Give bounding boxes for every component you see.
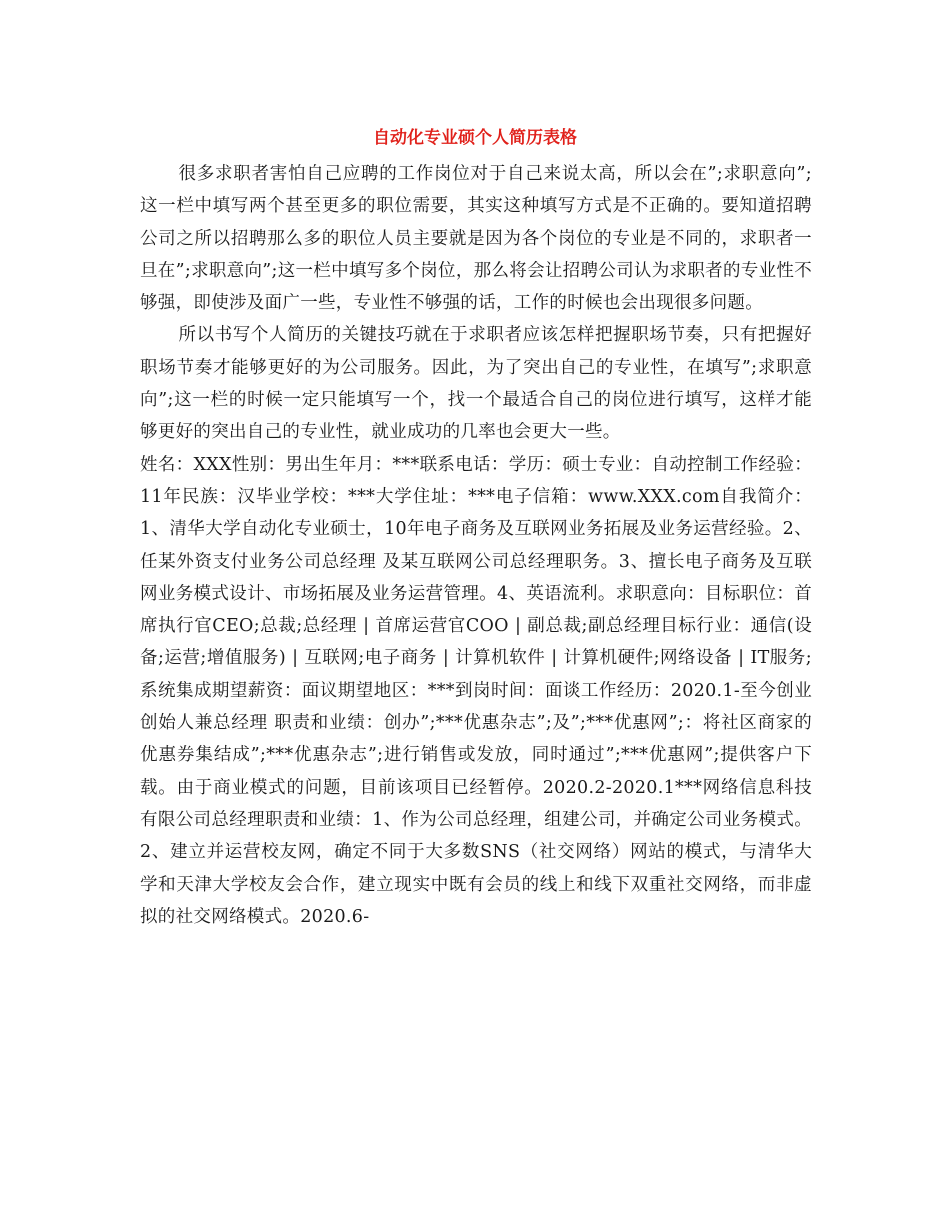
document-title: 自动化专业硕个人简历表格 [373, 128, 577, 148]
document-body [140, 158, 812, 933]
paragraph-intro: 很多求职者害怕自己应聘的工作岗位对于自己来说太高，所以会在”;求职意向”;这一栏中填写两个甚至更多的职位需要，其实这种填写方式是不正确的。要知道招聘公司之所以招聘那么多的职位人员主要就是因为各个岗位的专业是不同的，求职者一旦在”;求职意向”;这一栏中填写多个岗位，那么将会让招聘公司认为求职者的专业性不够强，即使涉及面广一些，专业性不够强的话，工作的时候也会出现很多问题。 [140, 164, 812, 314]
paragraph-tips: 所以书写个人简历的关键技巧就在于求职者应该怎样把握职场节奏，只有把握好职场节奏才能够更好的为公司服务。因此，为了突出自己的专业性，在填写”;求职意向”;这一栏的时候一定只能填写一个，找一个最适合自己的岗位进行填写，这样才能够更好的突出自己的专业性，就业成功的几率也会更大一些。 [140, 325, 812, 443]
paragraph-resume-details: 姓名：XXX性别：男出生年月：***联系电话：学历：硕士专业：自动控制工作经验：11年民族：汉毕业学校：***大学住址：***电子信箱：www.XXX.com自我简介：1、清华大学自动化专业硕士，10年电子商务及互联网业务拓展及业务运营经验。2、任某外资支付业务公司总经理 及某互联网公司总经理职务。3、擅长电子商务及互联网业务模式设计、市场拓展及业务运营管理。4、英语流利。求职意向：目标职位：首席执行官CEO;总裁;总经理 | 首席运营官COO | 副总裁;副总经理目标行业：通信(设备;运营;增值服务) | 互联网;电子商务 | 计算机软件 | 计算机硬件;网络设备 | IT服务;系统集成期望薪资：面议期望地区：***到岗时间：面谈工作经历：2020.1-至今创业创始人兼总经理 职责和业绩：创办”;***优惠杂志”;及”;***优惠网”;：将社区商家的优惠券集结成”;***优惠杂志”;进行销售或发放，同时通过”;***优惠网”;提供客户下载。由于商业模式的问题，目前该项目已经暂停。2020.2-2020.1***网络信息科技有限公司总经理职责和业绩：1、作为公司总经理，组建公司，并确定公司业务模式。2、建立并运营校友网，确定不同于大多数SNS（社交网络）网站的模式，与清华大学和天津大学校友会合作，建立现实中既有会员的线上和线下双重社交网络，而非虚拟的社交网络模式。2020.6- [140, 454, 812, 927]
